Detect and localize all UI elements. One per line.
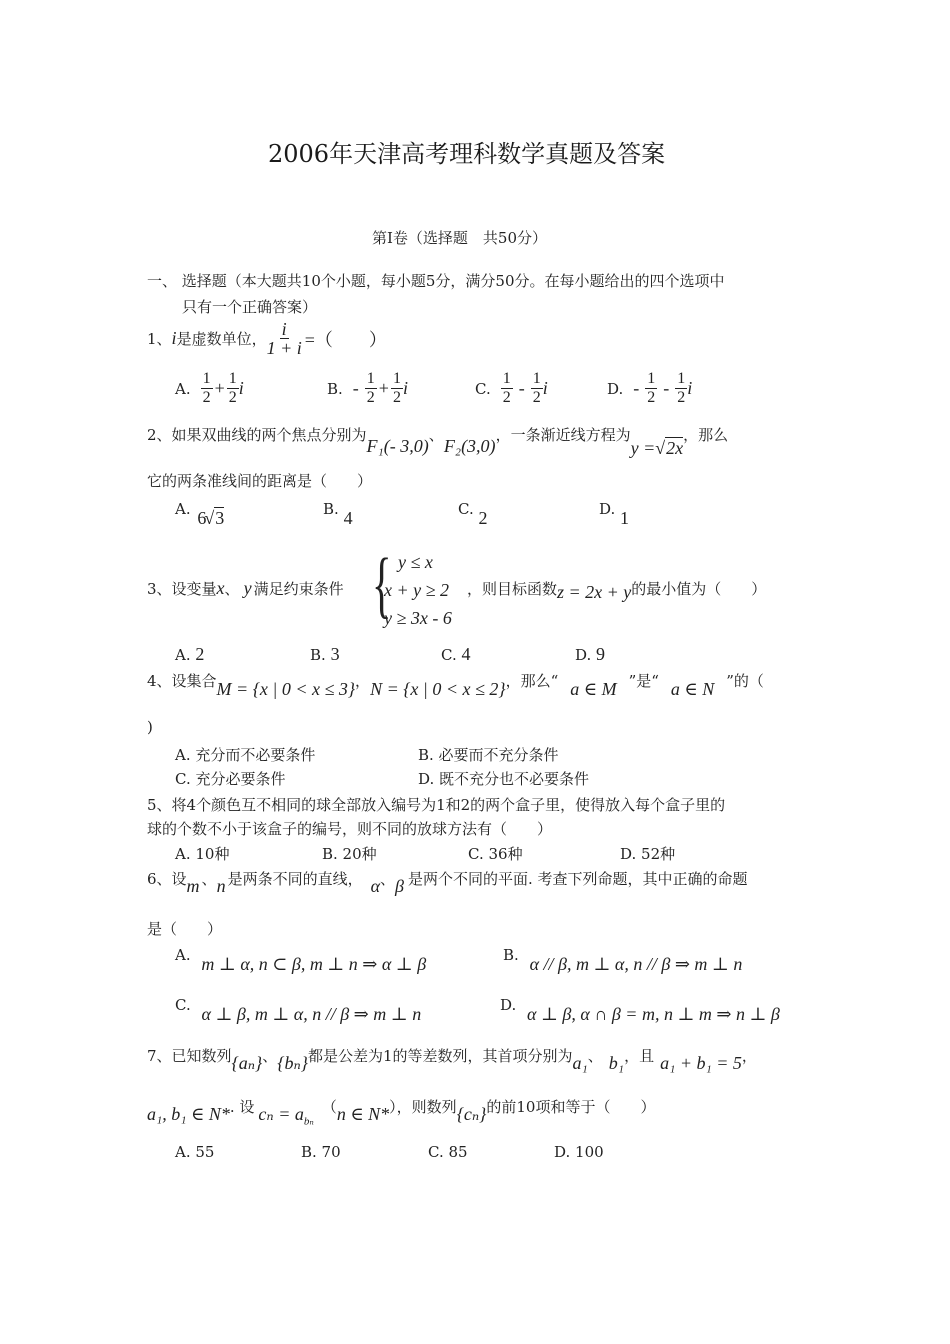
q5-option-b: B. 20种 [322,845,377,863]
question-1 [147,320,387,357]
option-value: 4 [343,508,353,528]
q1-option-c [475,370,548,407]
fraction [531,370,543,407]
question-6-line1 [147,868,748,897]
q5-option-d: D. 52种 [620,845,676,863]
q7-sep1: 、 [262,1047,278,1065]
option-label: C. [458,500,474,518]
constraint-brace: { [372,544,392,626]
option-label: A. [175,500,191,518]
q6-text-a: 是两条不同的直线， [227,870,363,888]
q5-line1: 5、将4个颜色互不相同的球全部放入编号为1和2的两个盒子里，使得放入每个盒子里的 [147,796,726,814]
q7-l2-d: 的前10项和等于（ ） [486,1098,656,1116]
q7-a1: a₁ [572,1053,588,1073]
q5-option-c: C. 36种 [468,845,523,863]
q7-l2-c: ），则数列 [389,1098,457,1116]
option-value: 6 [197,508,207,528]
q4-prefix: 4、设集合 [147,672,217,690]
section-title: 第Ⅰ卷（选择题 共50分） [372,229,548,247]
frac-num: 1 [366,370,375,387]
option-label: D. [607,379,624,398]
q1-option-b [327,370,408,407]
frac-num: 1 [502,370,511,387]
q6-option-b [503,944,743,974]
q3-constraint-1: y ≤ x [398,552,433,572]
q6-line2: 是（ ） [147,920,223,938]
option-value: 3 [330,644,340,664]
q7-cn [258,1104,313,1128]
option-value: 1 [620,508,630,528]
q3-objective: z = 2x + y [557,582,632,602]
question-4-line1 [147,670,764,700]
q2-option-d [599,498,630,528]
q7-b1: b₁ [608,1053,625,1073]
q3-option-a [175,644,204,665]
q4-a-in-n: a ∈ N [670,679,715,699]
option-label: B. [323,500,339,518]
q3-prefix: 3、设变量 [147,580,217,598]
q7-option-c: C. 85 [428,1143,468,1161]
option-sign: - [633,378,640,398]
frac-num: 1 [228,370,237,387]
q6-option-d [500,994,780,1024]
q1-text: 是虚数单位， [176,330,267,348]
q7-l2-a: . 设 [229,1098,255,1116]
q4-text-c: ”的（ [726,672,764,690]
option-label: A. [175,946,191,964]
option-expr: α ⊥ β, m ⊥ α, n // β ⇒ m ⊥ n [201,1004,422,1024]
q6-m: m [186,876,200,896]
option-i: i [687,378,693,398]
q7-n-in-n: n ∈ N* [336,1104,390,1124]
instructions-line1: 一、 选择题（本大题共10个小题，每小题5分，满分50分。在每小题给出的四个选项中 [147,272,725,290]
option-value: 4 [461,644,471,664]
fraction [501,370,513,407]
instructions-line2: 只有一个正确答案） [182,298,318,316]
frac-num: 1 [647,370,656,387]
q3-options [175,644,775,668]
q1-frac-den: 1 + i [266,338,302,358]
q4-set-n: N = {x | 0 < x ≤ 2} [370,679,506,699]
frac-den: 2 [647,389,656,406]
q7-cn-sub: bₙ [303,1115,314,1128]
q4-text-b: ”是“ [628,672,659,690]
q6-text-b: 是两个不同的平面. 考查下列命题，其中正确的命题 [408,870,748,888]
q7-text-a: 都是公差为1的等差数列，其首项分别为 [307,1047,573,1065]
q1-fraction [267,320,302,357]
q7-prefix: 7、已知数列 [147,1047,232,1065]
q6-prefix: 6、设 [147,870,187,888]
q3-option-d [575,644,605,665]
option-op: + [214,378,225,398]
frac-num: 1 [392,370,401,387]
q3-text-b: ，则目标函数 [467,580,558,598]
q2-text-b: ，一条渐近线方程为 [495,426,631,444]
q3-constraint-3: y ≥ 3x - 6 [384,608,452,628]
option-value: 2 [478,508,488,528]
q7-cn-lhs: cₙ = a [258,1104,304,1124]
q2-eq-sqrt: 2x [666,438,684,458]
question-7-line1 [147,1045,757,1074]
frac-den: 2 [532,389,541,406]
q1-option-a [175,370,244,407]
option-value: 2 [195,644,205,664]
q1-frac-num: i [281,319,287,339]
option-i: i [402,378,408,398]
option-expr: α // β, m ⊥ α, n // β ⇒ m ⊥ n [529,954,743,974]
frac-den: 2 [502,389,511,406]
q7-text-b: ，且 [624,1047,655,1065]
frac-num: 1 [532,370,541,387]
q1-options [175,370,775,414]
option-label: A. [175,379,191,398]
frac-den: 2 [202,389,211,406]
option-label: B. [503,946,519,964]
q3-text-a: 满足约束条件 [253,580,344,598]
fraction [201,370,213,407]
option-op: - [518,378,525,398]
option-i: i [238,378,244,398]
frac-den: 2 [392,389,401,406]
fraction [675,370,687,407]
q6-option-c [175,994,422,1024]
q4-comma: ， [355,672,371,690]
q7-cn-set: {cₙ} [456,1104,487,1124]
question-7-line2 [147,1096,655,1128]
option-label: C. [175,996,191,1014]
q1-prefix: 1、 [147,330,172,348]
fraction [645,370,657,407]
option-label: A. [175,646,191,664]
q2-line2: 它的两条准线间的距离是（ ） [147,472,373,490]
q6-option-a [175,944,427,974]
q3-x: x [216,578,225,598]
frac-den: 2 [228,389,237,406]
option-label: D. [500,996,517,1014]
q4-option-a: A. 充分而不必要条件 [175,746,316,764]
q4-option-b: B. 必要而不充分条件 [418,746,559,764]
q7-text-c: ， [741,1047,757,1065]
q2-option-a [175,498,225,528]
q2-sep: 、 [428,426,444,444]
frac-num: 1 [202,370,211,387]
q6-beta: β [395,876,405,896]
q2-f2: F₂(3,0) [443,436,496,456]
q5-option-a: A. 10种 [175,845,230,863]
q4-line2: ) [147,718,153,736]
q4-set-m: M = {x | 0 < x ≤ 3} [216,679,356,699]
option-op: - [663,378,670,398]
option-label: D. [599,500,616,518]
option-label: B. [310,646,326,664]
q7-option-d: D. 100 [554,1143,604,1161]
option-op: + [378,378,389,398]
q3-y: y [243,578,252,598]
option-label: B. [327,379,343,398]
q2-eq-lhs: y = [630,438,656,458]
question-2-line1 [147,424,728,457]
q4-option-d: D. 既不充分也不必要条件 [418,770,590,788]
q7-sum: a₁ + b₁ = 5 [660,1053,742,1073]
option-expr: m ⊥ α, n ⊂ β, m ⊥ n ⇒ α ⊥ β [201,954,427,974]
q4-text-a: ，那么“ [505,672,559,690]
q5-line2: 球的个数不小于该盒子的编号，则不同的放球方法有（ ） [147,820,553,838]
q7-set: a₁, b₁ ∈ N* [147,1104,230,1124]
frac-den: 2 [366,389,375,406]
q1-suffix: =（ ） [304,329,387,350]
q2-text-a: 2、如果双曲线的两个焦点分别为 [147,426,367,444]
q7-sep2: 、 [587,1047,603,1065]
question-3 [147,578,344,599]
page-title: 2006年天津高考理科数学真题及答案 [268,140,666,168]
option-sign: - [352,378,359,398]
option-rad: 3 [215,508,225,528]
sqrt-icon: √ [204,508,215,528]
option-label: C. [441,646,457,664]
fraction [227,370,239,407]
option-label: C. [475,379,491,398]
q3-text-c: 的最小值为（ ） [631,580,767,598]
q3-option-c [441,644,471,665]
q2-option-b [323,498,353,528]
q2-sqrt-sign: √ [655,438,666,458]
q7-option-a: A. 55 [175,1143,215,1161]
q3-constraint-2: x + y ≥ 2 [384,580,450,600]
q1-var-i: i [171,328,177,348]
frac-num: 1 [677,370,686,387]
q2-text-c: ，那么 [683,426,729,444]
q2-f1: F₁(- 3,0) [366,436,429,456]
q3-sep: 、 [224,580,240,598]
q6-alpha: α [370,876,381,896]
frac-den: 2 [677,389,686,406]
q6-n: n [216,876,226,896]
q1-option-d [607,370,692,407]
q3-rest [467,578,767,602]
q2-option-c [458,498,488,528]
fraction [365,370,377,407]
option-i: i [542,378,548,398]
q3-option-b [310,644,340,665]
q4-option-c: C. 充分必要条件 [175,770,286,788]
option-label: D. [575,646,592,664]
option-value: 9 [596,644,606,664]
q7-an: {aₙ} [231,1053,263,1073]
fraction [391,370,403,407]
q6-sep1: 、 [201,870,217,888]
option-expr: α ⊥ β, α ∩ β = m, n ⊥ m ⇒ n ⊥ β [527,1004,780,1024]
q7-l2-b: （ [321,1098,337,1116]
q4-a-in-m: a ∈ M [570,679,617,699]
q2-options [175,498,775,530]
q7-bn: {bₙ} [277,1053,308,1073]
q7-option-b: B. 70 [301,1143,341,1161]
q6-sep2: 、 [380,870,396,888]
